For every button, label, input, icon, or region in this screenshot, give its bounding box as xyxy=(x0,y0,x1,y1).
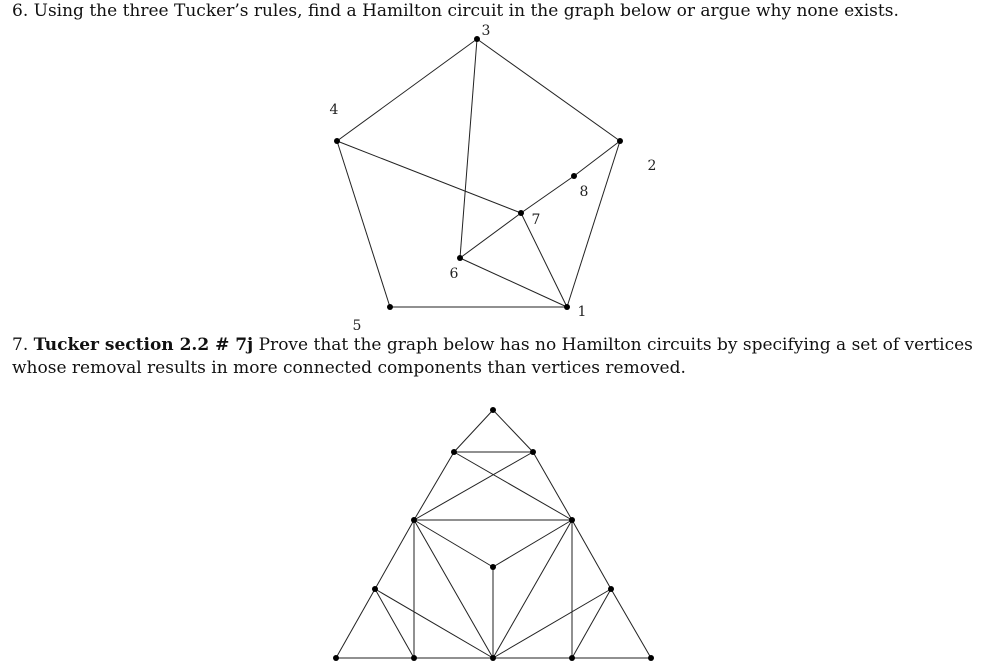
vertex-C xyxy=(411,517,417,523)
edge-F-K xyxy=(611,589,651,658)
edge-T-B xyxy=(493,410,533,452)
vertex-label-7: 7 xyxy=(531,212,541,228)
edge-E-I xyxy=(375,589,493,658)
vertex-label-2: 2 xyxy=(647,158,657,174)
edge-A-D xyxy=(454,452,572,520)
vertex-H xyxy=(411,655,417,661)
vertex-label-1: 1 xyxy=(577,304,587,320)
vertex-label-4: 4 xyxy=(329,102,339,118)
vertex-label-5: 5 xyxy=(352,318,362,334)
vertex-K xyxy=(648,655,654,661)
vertex-B xyxy=(530,449,536,455)
vertex-J xyxy=(569,655,575,661)
vertex-A xyxy=(451,449,457,455)
vertex-label-3: 3 xyxy=(481,23,491,39)
edge-A-C xyxy=(414,452,454,520)
edge-E-H xyxy=(375,589,414,658)
vertex-label-8: 8 xyxy=(579,184,589,200)
vertex-D xyxy=(569,517,575,523)
vertex-I xyxy=(490,655,496,661)
problem-6-text: 6. Using the three Tucker’s rules, find a Hamilton circuit in the graph below or argue why none exists. xyxy=(12,1,899,21)
edge-C-M xyxy=(414,520,493,567)
edge-C-I xyxy=(414,520,493,658)
edge-F-I xyxy=(493,589,611,658)
edge-F-J xyxy=(572,589,611,658)
edge-C-E xyxy=(375,520,414,589)
vertex-label-6: 6 xyxy=(449,266,459,282)
edge-D-I xyxy=(493,520,572,658)
problem-7-number: 7. xyxy=(12,335,29,355)
edge-D-M xyxy=(493,520,572,567)
problem-7-body: Prove that the graph below has no Hamilton circuits by specifying a set of vertices whose removal results in more connected components than vertices removed. xyxy=(12,335,973,378)
vertex-G xyxy=(333,655,339,661)
vertex-T xyxy=(490,407,496,413)
edge-E-G xyxy=(336,589,375,658)
vertex-F xyxy=(608,586,614,592)
edge-B-C xyxy=(414,452,533,520)
problem-7-reference: Tucker section 2.2 # 7j xyxy=(33,335,254,355)
vertex-M xyxy=(490,564,496,570)
edge-T-A xyxy=(454,410,493,452)
edge-D-F xyxy=(572,520,611,589)
edge-B-D xyxy=(533,452,572,520)
vertex-E xyxy=(372,586,378,592)
